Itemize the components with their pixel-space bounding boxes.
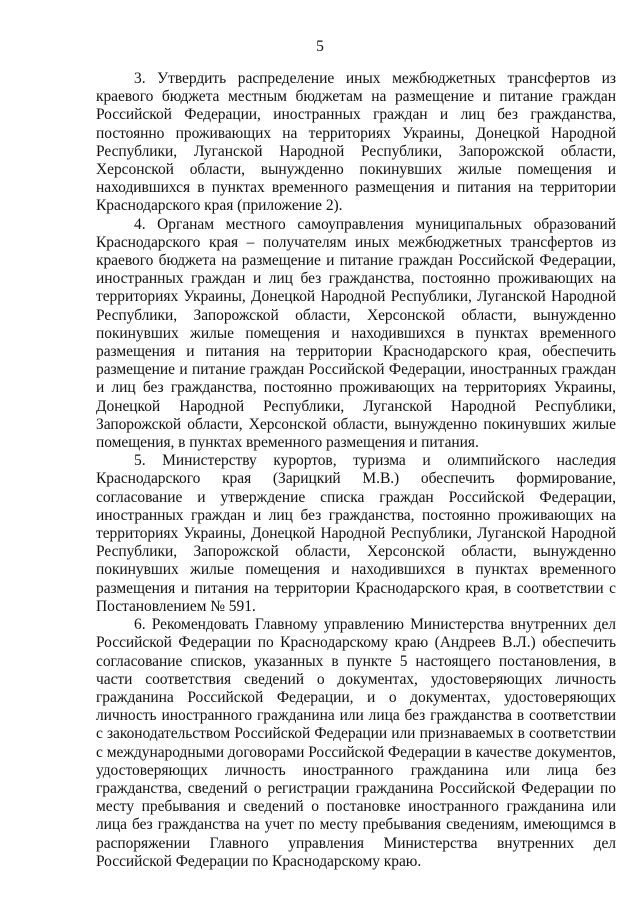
paragraph-4: 4. Органам местного самоуправления муниципальных образований Краснодарского края – получателям иных межбюджетных трансфертов из краевого бюджета на размещение и питание граждан Российской Федерации, иностранных граждан и лиц без гражданства, постоянно проживающих на территориях Украины, Донецкой Народной Республики, Луганской Народной Республики, Запорожской области, Херсонской области, вынужденно покинувших жилые помещения и находившихся в пунктах временного размещения и питания на территории Краснодарского края, обеспечить размещение и питание граждан Российской Федерации, иностранных граждан и лиц без гражданства, постоянно проживающих на территориях Украины, Донецкой Народной Республики, Луганской Народной Республики, Запорожской области, Херсонской области, вынужденно покинувших жилые помещения, в пунктах временного размещения и питания.	[96, 215, 616, 452]
page-number: 5	[316, 38, 324, 55]
paragraph-6: 6. Рекомендовать Главному управлению Министерства внутренних дел Российской Федерации по Краснодарскому краю (Андреев В.Л.) обеспечить согласование списков, указанных в пункте 5 настоящего постановления, в части соответствия сведений о документах, удостоверяющих личность гражданина Российской Федерации, и о документах, удостоверяющих личность иностранного гражданина или лица без гражданства в соответствии с законодательством Российской Федерации или признаваемых в соответствии с международными договорами Российской Федерации в качестве документов, удостоверяющих личность иностранного гражданина или лица без гражданства, сведений о регистрации гражданина Российской Федерации по месту пребывания и сведений о постановке иностранного гражданина или лица без гражданства на учет по месту пребывания сведениям, имеющимся в распоряжении Главного управления Министерства внутренних дел Российской Федерации по Краснодарскому краю.	[96, 616, 616, 870]
document-body	[96, 70, 616, 871]
paragraph-3: 3. Утвердить распределение иных межбюджетных трансфертов из краевого бюджета местным бюджетам на размещение и питание граждан Российской Федерации, иностранных граждан и лиц без гражданства, постоянно проживающих на территориях Украины, Донецкой Народной Республики, Луганской Народной Республики, Запорожской области, Херсонской области, вынужденно покинувших жилые помещения и находившихся в пунктах временного размещения и питания на территории Краснодарского края (приложение 2).	[96, 70, 616, 215]
paragraph-5: 5. Министерству курортов, туризма и олимпийского наследия Краснодарского края (Зарицкий М.В.) обеспечить формирование, согласование и утверждение списка граждан Российской Федерации, иностранных граждан и лиц без гражданства, постоянно проживающих на территориях Украины, Донецкой Народной Республики, Луганской Народной Республики, Запорожской области, Херсонской области, вынужденно покинувших жилые помещения и находившихся в пунктах временного размещения и питания на территории Краснодарского края, в соответствии с Постановлением № 591.	[96, 452, 616, 615]
